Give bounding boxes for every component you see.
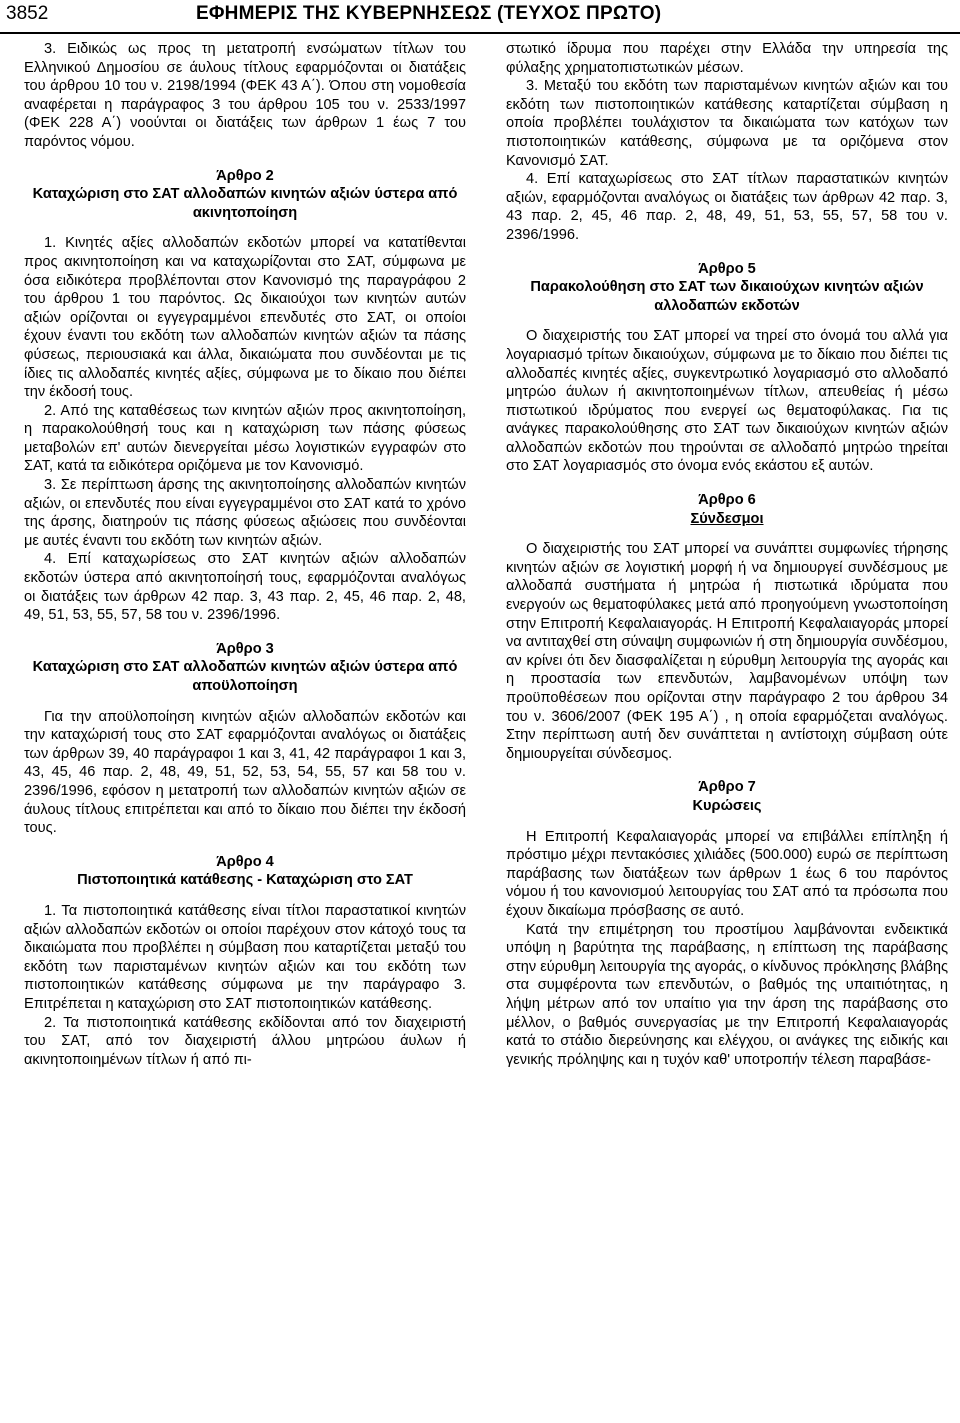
running-title: ΕΦΗΜΕΡΙΣ ΤΗΣ ΚΥΒΕΡΝΗΣΕΩΣ (ΤΕΥΧΟΣ ΠΡΩΤΟ) — [196, 3, 662, 24]
paragraph: στωτικό ίδρυμα που παρέχει στην Ελλάδα την υπηρεσία της φύλαξης χρηματοπιστωτικών μέσων. — [506, 41, 948, 76]
article-title: Πιστοποιητικά κατάθεσης - Καταχώριση στο ΣΑΤ — [77, 872, 413, 889]
article-number: Άρθρο 3 — [216, 640, 274, 657]
paragraph: 4. Επί καταχωρίσεως στο ΣΑΤ τίτλων παραστατικών κινητών αξιών, εφαρμόζονται αναλόγως οι διατάξεις των άρθρων 42 παρ. 3, 43 παρ. 2, 45, 46 παρ. 2, 48, 49, 51, 53, 55, 57, 58 του ν. 2396/1996. — [506, 171, 948, 243]
paragraph: 3. Μεταξύ του εκδότη των παρισταμένων κινητών αξιών και του εκδότη των πιστοποιητικών κατάθεσης καταρτίζεται σύμβαση η οποία προβλέπει τουλάχιστον τα δικαιώματα των κατόχων των πιστοποιητικών κατάθεσης, σύμφωνα με τα οριζόμενα στον Κανονισμό ΣΑΤ. — [506, 78, 948, 169]
paragraph: 1. Τα πιστοποιητικά κατάθεσης είναι τίτλοι παραστατικοί κινητών αξιών αλλοδαπών εκδοτών οι οποίοι παρέχουν στον κάτοχό τους τα δικαιώματα που προβλέπει η σύμβαση που καταρτίζεται μεταξύ του εκδότη των παρισταμένων κινητών αξιών και του εκδότη των πιστοποιητικών κατάθεσης σύμφωνα με την παράγραφο 3. Επιτρέπεται η καταχώριση στο ΣΑΤ πιστοποιητικών κατάθεσης. — [24, 902, 466, 1012]
paragraph: 2. Τα πιστοποιητικά κατάθεσης εκδίδονται από τον διαχειριστή του ΣΑΤ, από τον διαχειριστή άλλου μητρώου άυλων ή ακινητοποιημένων τίτλων ή από πι- — [24, 1014, 466, 1068]
paragraph: Ο διαχειριστής του ΣΑΤ μπορεί να συνάπτει συμφωνίες τήρησης κινητών αξιών σε λογιστική μορφή ή να δημιουργεί συνδέσμους με αλλοδαπά συστήματα ή μητρώα ή πιστωτικά ιδρύματα που ενεργούν ως θεματοφύλακες μετά από προηγούμενη γνωστοποίηση στην Επιτροπή Κεφαλαιαγοράς. Η Επιτροπή Κεφαλαιαγοράς μπορεί να αντιταχθεί στη σύναψη συμφωνιών ή στη δημιουργία συνδέσμου, αν κρίνει ότι δεν διασφαλίζεται η εύρυθμη λειτουργία της αγοράς και η προστασία των επενδυτών, λαμβανομένων υπόψη των προϋποθέσεων που ορίζονται στην παράγραφο 2 του άρθρου 34 του ν. 3606/2007 (ΦΕΚ 195 Α΄) , η οποία εφαρμόζεται αναλόγως. Στην περίπτωση αυτή δεν συνάπτεται η αντίστοιχη σύμβαση ούτε δημιουργείται σύνδεσμος. — [506, 541, 948, 762]
paragraph: 3. Ειδικώς ως προς τη μετατροπή ενσώματων τίτλων του Ελληνικού Δημοσίου σε άυλους τίτλους εφαρμόζονται οι διατάξεις του άρθρου 10 του ν. 2198/1994 (ΦΕΚ 43 Α΄). Όπου στη νομοθεσία αναφέρεται η παράγραφος 3 του άρθρου 105 του ν. 2533/1997 (ΦΕΚ 228 Α΄) νοούνται οι διατάξεις των άρθρων 1 έως 7 του παρόντος νόμου. — [24, 41, 466, 150]
article-number: Άρθρο 7 — [698, 779, 756, 796]
header-rule — [0, 32, 960, 34]
article-number: Άρθρο 4 — [216, 853, 274, 870]
page-header — [0, 0, 960, 34]
page-number: 3852 — [6, 3, 49, 24]
paragraph: 1. Κινητές αξίες αλλοδαπών εκδοτών μπορεί να κατατίθενται προς ακινητοποίηση και να καταχωρίζονται στο ΣΑΤ, σύμφωνα με όσα ειδικότερα προβλέπονται στον Κανονισμό της παραγράφου 2 του άρθρου 1 του παρόντος. Ως δικαιούχοι των κινητών αυτών αξιών ορίζονται οι εγγεγραμμένοι επενδυτές στο ΣΑΤ, οι οποίοι έχουν έναντι του εκδότη των αλλοδαπών κινητών αξιών τα πάσης φύσεως, περιουσιακά και άλλα, δικαιώματα που συνδέονται με τις ίδιες τις αλλοδαπές κινητές αξίες, σύμφωνα με το δίκαιο που διέπει την έκδοσή τους. — [24, 235, 466, 401]
article-number: Άρθρο 6 — [698, 492, 756, 509]
article-number: Άρθρο 5 — [698, 260, 756, 277]
article-title: Καταχώριση στο ΣΑΤ αλλοδαπών κινητών αξιών ύστερα από αποϋλοποίηση — [32, 659, 458, 694]
right-column — [506, 40, 948, 1420]
paragraph: Η Επιτροπή Κεφαλαιαγοράς μπορεί να επιβάλλει επίπληξη ή πρόστιμο μέχρι πεντακόσιες χιλιάδες (500.000) ευρώ σε περίπτωση παράβασης των διατάξεων των άρθρων 1 έως 6 του παρόντος νόμου ή του κανονισμού λειτουργίας του ΣΑΤ από τα πρόσωπα που έχουν δικαίωμα πρόσβασης σε αυτό. — [506, 828, 948, 919]
article-title: Καταχώριση στο ΣΑΤ αλλοδαπών κινητών αξιών ύστερα από ακινητοποίηση — [32, 186, 458, 221]
paragraph: Ο διαχειριστής του ΣΑΤ μπορεί να τηρεί στο όνομά του αλλά για λογαριασμό τρίτων δικαιούχων, σύμφωνα με το δίκαιο που διέπει τις αλλοδαπές κινητές αξίες, συγκεντρωτικό λογαριασμό στο αλλοδαπό μητρώο άυλων ή ακινητοποιημένων τίτλων, απευθείας ή μέσω πιστωτικού ιδρύματος που ενεργεί ως θεματοφύλακας. Για τις ανάγκες παρακολούθησης στο ΣΑΤ των δικαιούχων κινητών αξιών αλλοδαπών εκδοτών που τηρούνται σε αλλοδαπό μητρώο τηρείται στο ΣΑΤ λογαριασμός στο όνομα ενός εκάστου εξ αυτών. — [506, 328, 948, 475]
article-number: Άρθρο 2 — [216, 167, 274, 184]
article-title: Κυρώσεις — [692, 797, 762, 814]
article-title: Παρακολούθηση στο ΣΑΤ των δικαιούχων κινητών αξιών αλλοδαπών εκδοτών — [530, 279, 924, 314]
paragraph: 2. Από της καταθέσεως των κινητών αξιών προς ακινητοποίηση, η παρακολούθησή τους και η καταχώριση των πάσης φύσεως μεταβολών επ' αυτών διενεργείται μέσω λογιστικών εγγραφών στο ΣΑΤ, κατά τα ειδικότερα οριζόμενα με τον Κανονισμό. — [24, 402, 466, 475]
article-title: Σύνδεσμοι — [690, 510, 764, 527]
left-column — [24, 40, 466, 1420]
paragraph: 4. Επί καταχωρίσεως στο ΣΑΤ κινητών αξιών αλλοδαπών εκδοτών ύστερα από ακινητοποίησή τους, εφαρμόζονται αναλόγως οι διατάξεις των άρθρων 42 παρ. 3, 43 παρ. 2, 45, 46 παρ. 2, 48, 49, 51, 53, 55, 57, 58 του ν. 2396/1996. — [24, 551, 466, 624]
paragraph: 3. Σε περίπτωση άρσης της ακινητοποίησης αλλοδαπών κινητών αξιών, οι επενδυτές που είναι εγγεγραμμένοι στο ΣΑΤ κατά το χρόνο της άρσης, διατηρούν τις πάσης φύσεως αξιώσεις που συνδέονται με αυτές έναντι του εκδότη των κινητών αξιών. — [24, 477, 466, 549]
paragraph: Για την αποϋλοποίηση κινητών αξιών αλλοδαπών εκδοτών και την καταχώρισή τους στο ΣΑΤ εφαρμόζονται αναλόγως οι διατάξεις των άρθρων 39, 40 παράγραφοι 1 και 3, 41, 42 παράγραφοι 1 και 3, 43, 45, 46 παρ. 2, 48, 49, 51, 52, 53, 54, 55, 57 και 58 του ν. 2396/1996, εφόσον η μετατροπή των αλλοδαπών κινητών αξιών σε άυλους τίτλους επιτρέπεται και από το δίκαιο που διέπει την έκδοσή τους. — [24, 708, 466, 837]
paragraph: Κατά την επιμέτρηση του προστίμου λαμβάνονται ενδεικτικά υπόψη η βαρύτητα της παράβασης, η επίπτωση της παράβασης στην εύρυθμη λειτουργία της αγοράς, ο κίνδυνος πρόκλησης βλάβης στα συμφέροντα των επενδυτών, ο βαθμός της υπαιτιότητας, η λήψη μέτρων από τον υπαίτιο για την άρση της παράβασης στο μέλλον, ο βαθμός συνεργασίας με την Επιτροπή Κεφαλαιαγοράς κατά το στάδιο διερεύνησης και ελέγχου, οι ανάγκες της ειδικής και γενικής πρόληψης και η τυχόν καθ' υποτροπήν τέλεση παραβάσε- — [506, 921, 948, 1068]
